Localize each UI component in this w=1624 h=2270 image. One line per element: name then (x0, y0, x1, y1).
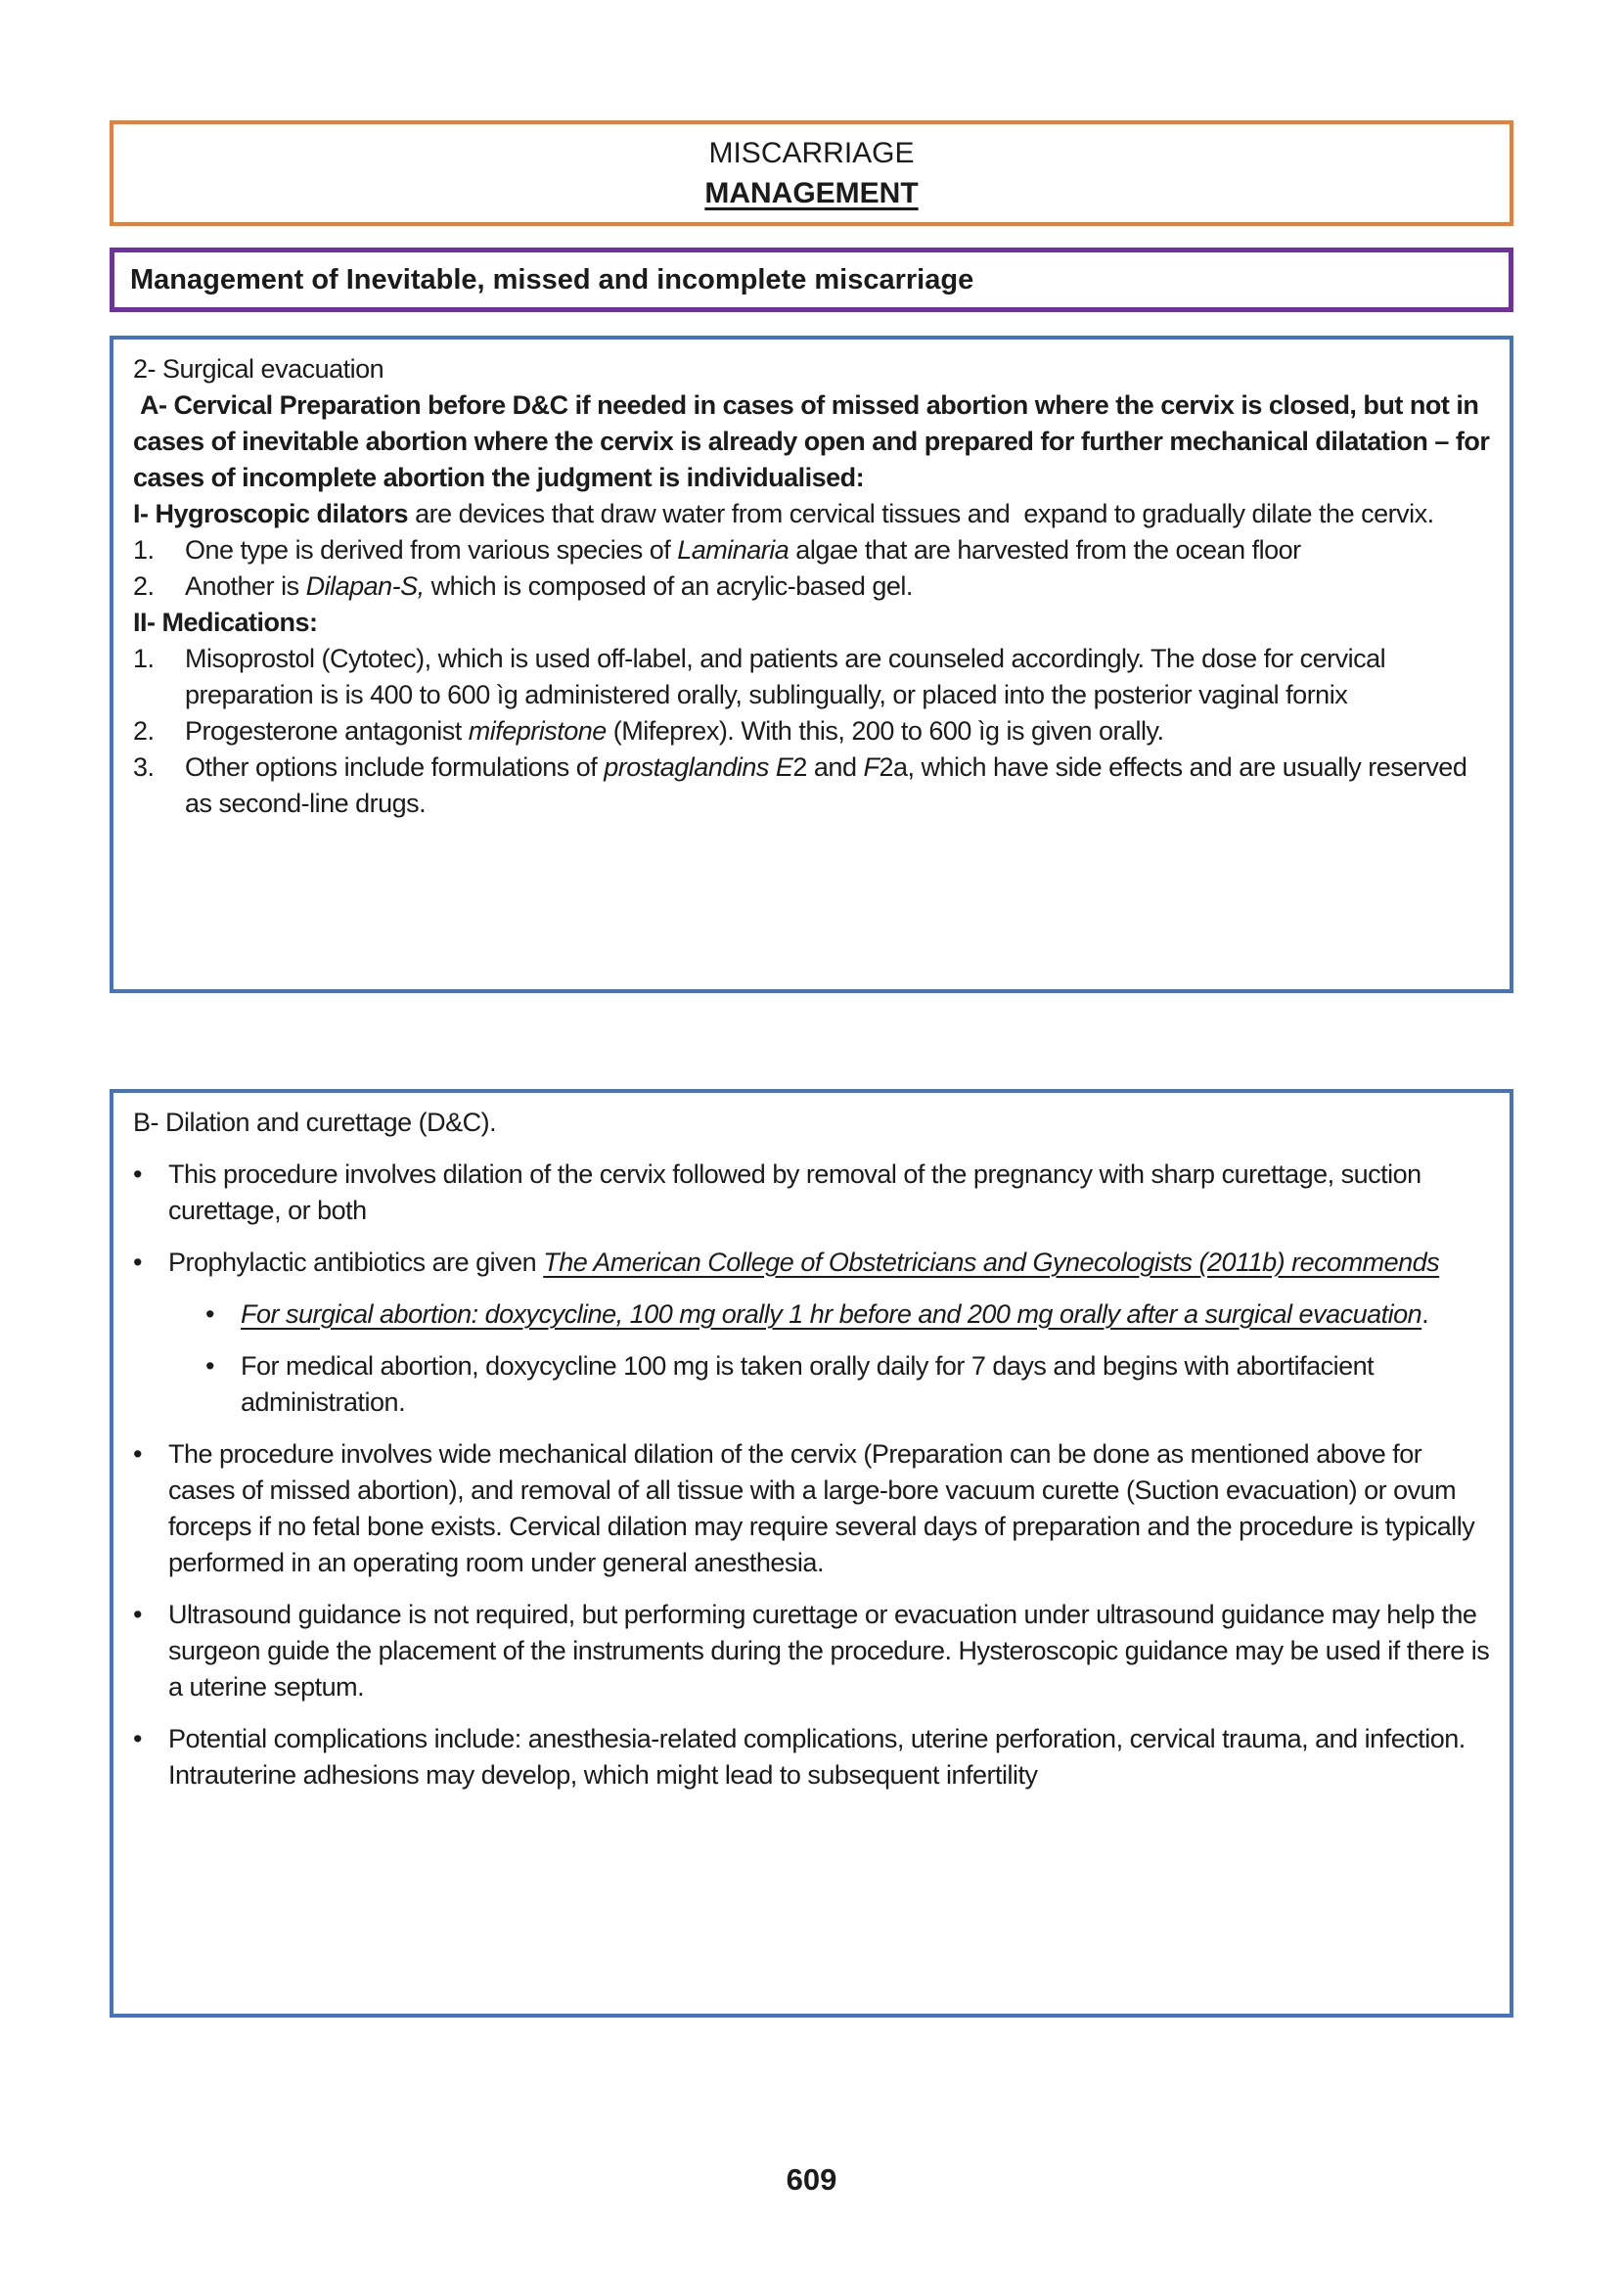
text-run: Ultrasound guidance is not required, but performing curettage or evacuation under ultrasound guidance may help the surgeon guide the placement of the instruments during the procedure. Hysteroscopic guidance may be used if there is a uterine septum. (168, 1600, 1497, 1702)
paragraph (133, 351, 1490, 387)
text-run: Laminaria (677, 535, 789, 565)
surgical-evacuation-box (110, 336, 1513, 993)
list-item-text (168, 1245, 1490, 1281)
list-number: 2. (133, 571, 155, 601)
list-item-text (185, 568, 1490, 605)
list-number: 2. (133, 716, 155, 746)
bullet-marker: • (133, 1724, 142, 1753)
list-item-text (168, 1157, 1490, 1229)
list-item-text (241, 1348, 1490, 1421)
text-run: I- Hygroscopic dilators (133, 499, 409, 528)
document-title: MISCARRIAGE (708, 137, 915, 169)
text-run: mifepristone (468, 716, 607, 746)
list-item (133, 1245, 1490, 1281)
text-run: A- Cervical Preparation before D&C if needed in cases of missed abortion where the cervix is closed, but not in cases of inevitable abortion where the cervix is already open and prepared for further mechanical dilatation – for cases of incomplete abortion the judgment is individualised: (133, 390, 1497, 492)
list-item (133, 641, 1490, 713)
text-run: algae that are harvested from the ocean floor (789, 535, 1301, 565)
bullet-marker: • (133, 1159, 142, 1189)
section-heading-text: Management of Inevitable, missed and incomplete miscarriage (130, 263, 974, 295)
text-run: 2- Surgical evacuation (133, 354, 384, 384)
text-run: Another is (185, 571, 306, 601)
list-item (133, 713, 1490, 749)
list-item (133, 568, 1490, 605)
list-item (133, 1597, 1497, 1705)
paragraph (133, 387, 1497, 496)
bullet-marker: • (133, 1600, 142, 1629)
list-item-text (168, 1436, 1490, 1581)
list-item (133, 532, 1490, 568)
page-number: 609 (786, 2162, 837, 2197)
list-number: 1. (133, 535, 155, 565)
text-run: Other options include formulations of (185, 752, 605, 782)
text-run: F (863, 752, 880, 782)
text-run: Prophylactic antibiotics are given (168, 1248, 544, 1277)
text-run: are devices that draw water from cervical tissues and expand to gradually dilate the cervix. (408, 499, 1434, 528)
document-subtitle: MANAGEMENT (704, 177, 919, 209)
text-run: Potential complications include: anesthesia-related complications, uterine perforation, cervical trauma, and infection. Intrauterine adhesions may develop, which might lead to subsequent infertility (168, 1724, 1472, 1790)
list-item (133, 1157, 1490, 1229)
text-run: (Mifeprex). With this, 200 to 600 ìg is given orally. (606, 716, 1164, 746)
bullet-marker: • (133, 1248, 142, 1277)
list-item-text (185, 713, 1490, 749)
text-run: This procedure involves dilation of the cervix followed by removal of the pregnancy with sharp curettage, suction curettage, or both (168, 1159, 1428, 1225)
list-item (133, 749, 1490, 822)
text-run: For medical abortion, doxycycline 100 mg is taken orally daily for 7 days and begins with abortifacient administration. (241, 1351, 1381, 1417)
list-number: 1. (133, 644, 155, 673)
text-run: The procedure involves wide mechanical dilation of the cervix (Preparation can be done as mentioned above for cases of missed abortion), and removal of all tissue with a large-bore vacuum curette (Suction evacuation) or ovum forceps if no fetal bone exists. Cervical dilation may require several days of preparation and the procedure is typically performed in an operating room under general anesthesia. (168, 1439, 1482, 1577)
text-run: Misoprostol (Cytotec), which is used off-label, and patients are counseled accordingly. The dose for cervical preparation is is 400 to 600 ìg administered orally, sublingually, or placed into the posterior vaginal fornix (185, 644, 1393, 709)
list-item (205, 1348, 1490, 1421)
text-run: For surgical abortion: doxycycline, 100 mg orally 1 hr before and 200 mg orally after a surgical evacuation (241, 1299, 1422, 1329)
text-run: 2a, which have side effects and are usually reserved as second-line drugs. (185, 752, 1474, 818)
text-run: The American College of Obstetricians and Gynecologists (2011b) recommends (543, 1248, 1440, 1277)
title-box (110, 120, 1513, 226)
list-item-text (185, 532, 1490, 568)
list-item (205, 1296, 1490, 1333)
page-content (110, 120, 1513, 2198)
list-item (133, 1721, 1490, 1793)
text-run: prostaglandins E (604, 752, 793, 782)
bullet-marker: • (133, 1439, 142, 1469)
list-number: 3. (133, 752, 155, 782)
text-run: B- Dilation and curettage (D&C). (133, 1108, 497, 1137)
text-run: Dilapan-S, (305, 571, 425, 601)
paragraph (133, 496, 1490, 532)
text-run: One type is derived from various species of (185, 535, 678, 565)
text-run: which is composed of an acrylic-based gel. (424, 571, 913, 601)
bullet-marker: • (205, 1299, 214, 1329)
list-item-text (241, 1296, 1490, 1333)
list-item-text (168, 1721, 1490, 1793)
text-run: 2 and (792, 752, 864, 782)
section-heading-box (110, 248, 1513, 312)
dilation-curettage-box (110, 1089, 1513, 2018)
text-run: II- Medications: (133, 608, 318, 637)
text-run: . (1421, 1299, 1429, 1329)
paragraph (133, 605, 1490, 641)
list-item (133, 1436, 1490, 1581)
paragraph (133, 1105, 1490, 1141)
list-item-text (185, 749, 1490, 822)
list-item-text (168, 1597, 1497, 1705)
bullet-marker: • (205, 1351, 214, 1381)
text-run: Progesterone antagonist (185, 716, 469, 746)
list-item-text (185, 641, 1490, 713)
